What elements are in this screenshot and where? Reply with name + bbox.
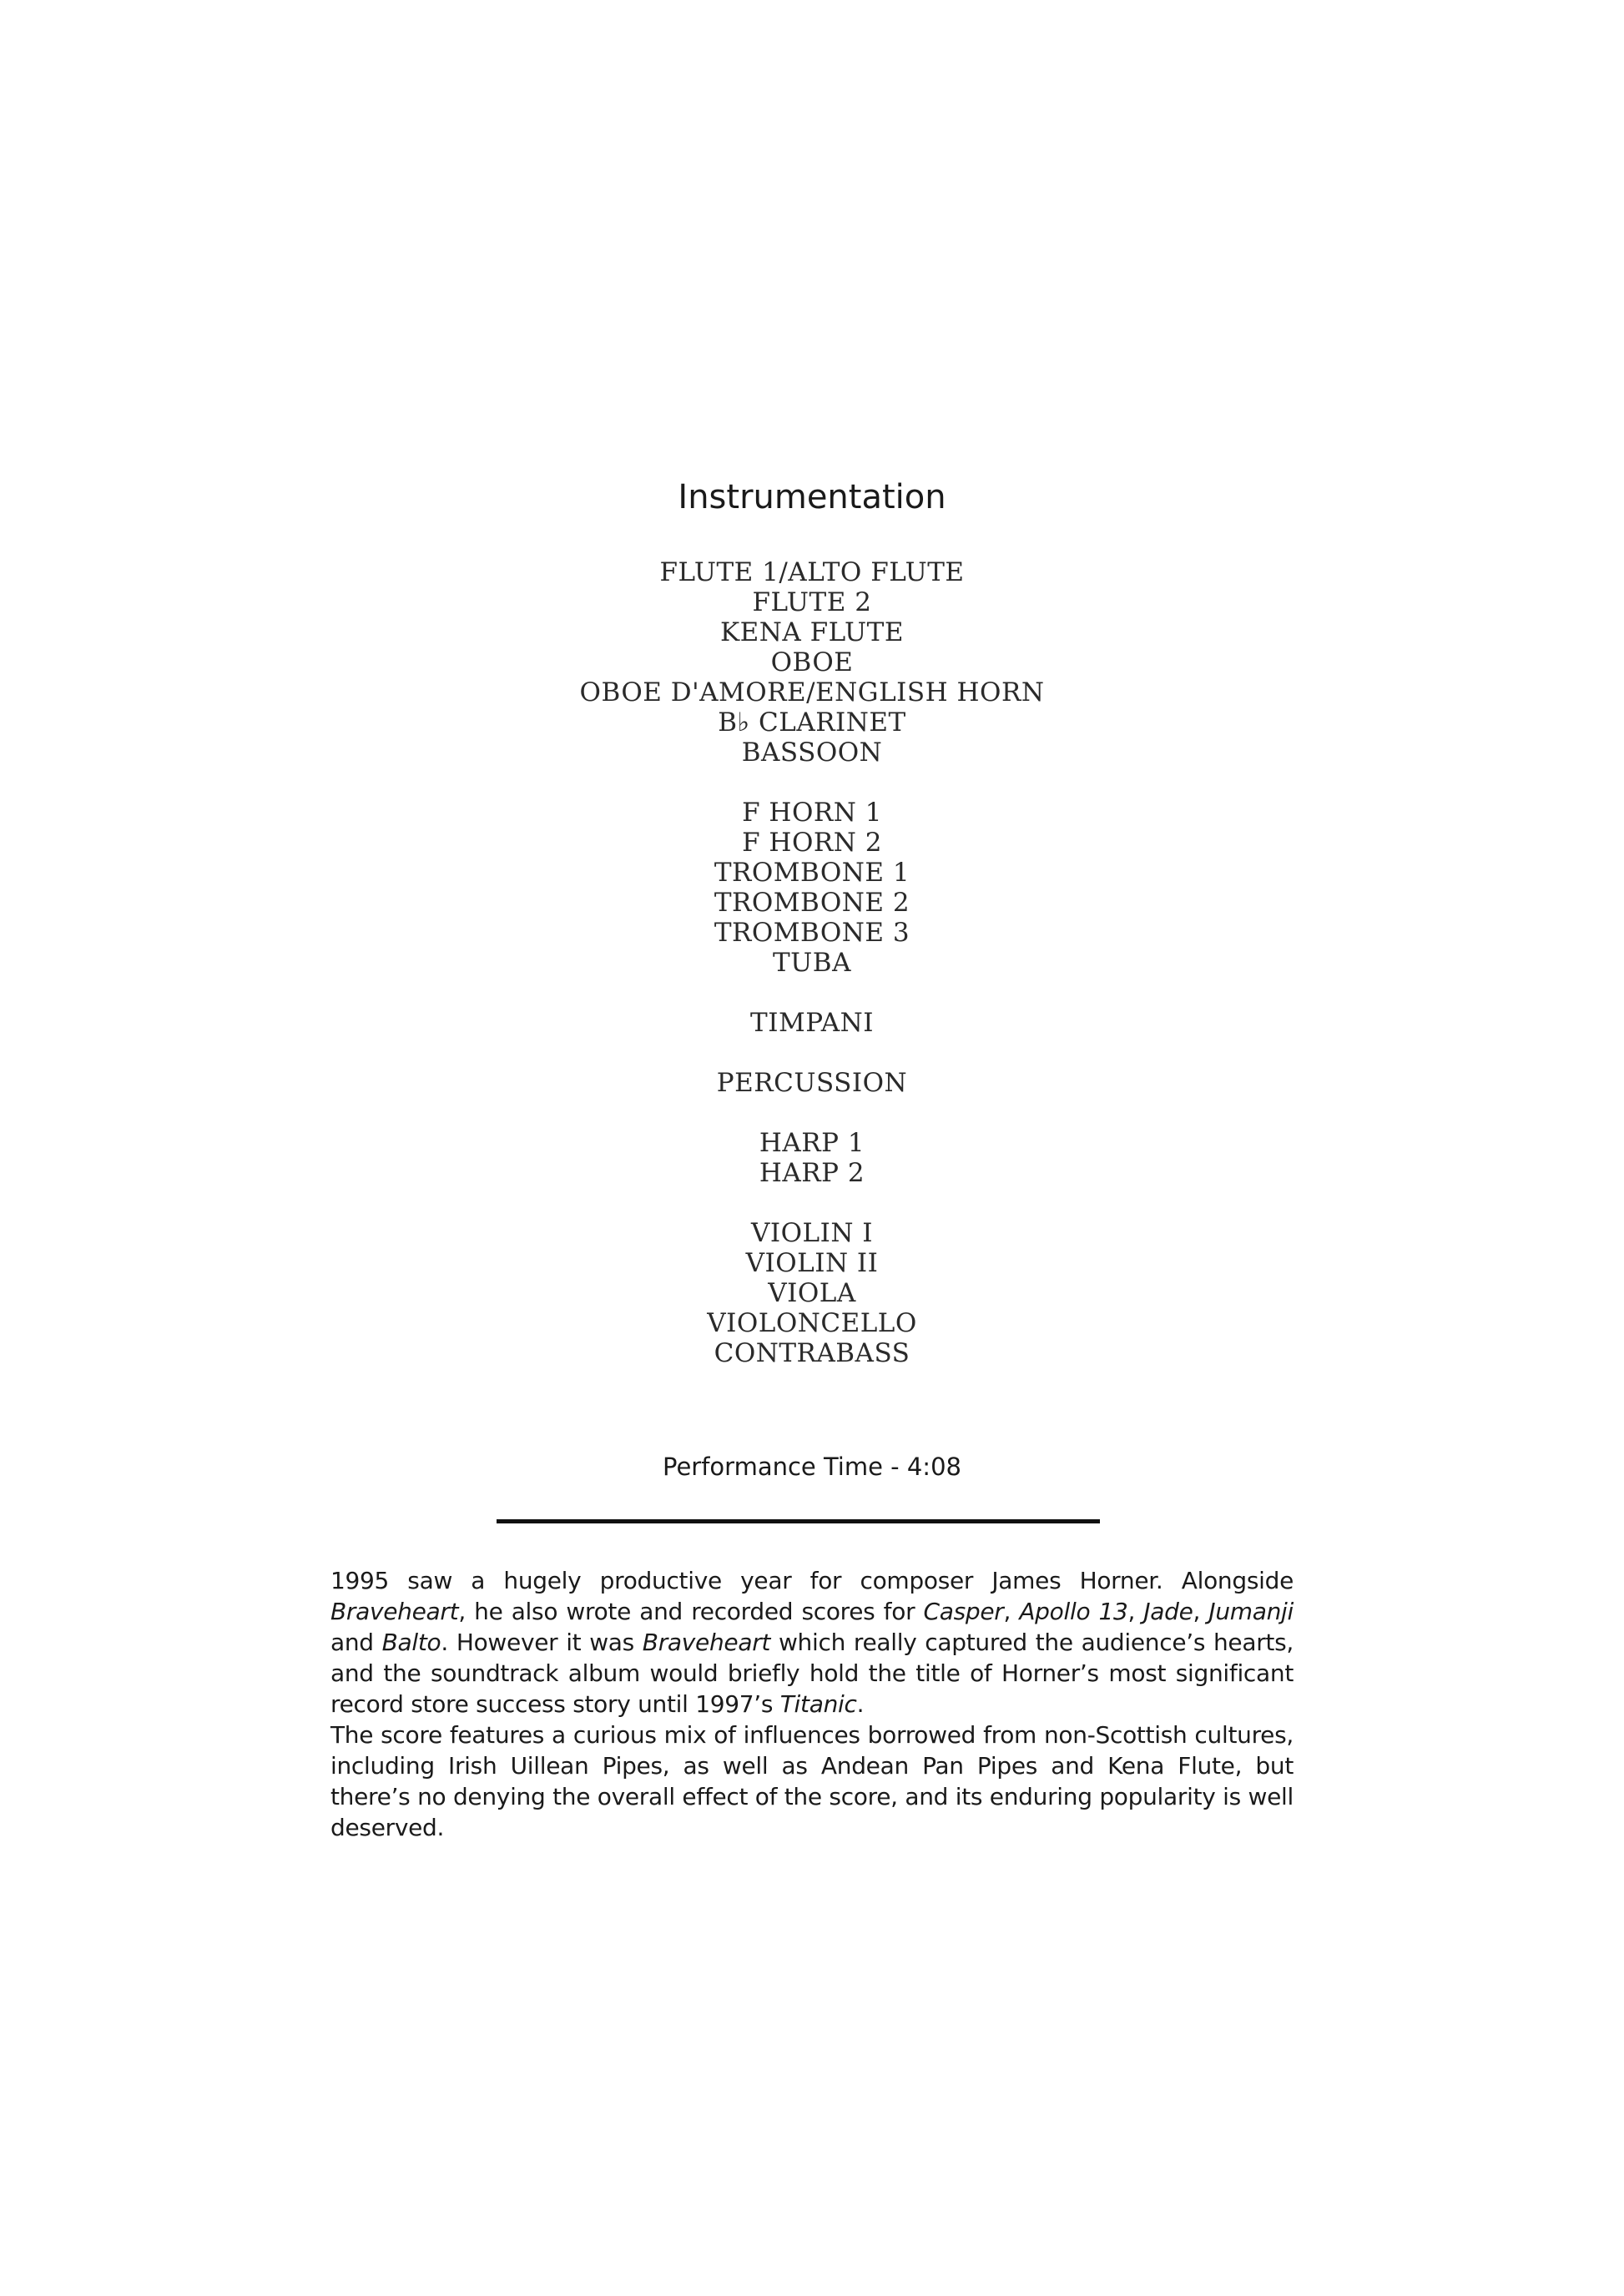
program-notes bbox=[330, 1565, 1294, 1843]
notes-title-italic: Titanic bbox=[779, 1690, 857, 1718]
notes-title-italic: Braveheart bbox=[330, 1598, 459, 1625]
instrument-item: VIOLONCELLO bbox=[707, 1308, 917, 1338]
instrument-item: TROMBONE 3 bbox=[714, 918, 910, 948]
instrument-item: BASSOON bbox=[741, 738, 883, 768]
instrument-item: F HORN 1 bbox=[742, 798, 882, 828]
instrument-item: VIOLA bbox=[768, 1278, 856, 1308]
instrument-item: TIMPANI bbox=[750, 1008, 874, 1038]
notes-title-italic: Casper bbox=[923, 1598, 1004, 1625]
notes-text: , bbox=[1193, 1598, 1209, 1625]
percussion-group bbox=[0, 1068, 1624, 1098]
instrument-item: HARP 2 bbox=[759, 1158, 865, 1188]
notes-title-italic: Braveheart bbox=[642, 1629, 771, 1656]
instrument-item: F HORN 2 bbox=[742, 828, 882, 858]
instrument-item: TROMBONE 1 bbox=[714, 858, 910, 888]
notes-text: and bbox=[330, 1629, 382, 1656]
harp-group bbox=[0, 1128, 1624, 1188]
performance-time: Performance Time - 4:08 bbox=[663, 1453, 961, 1481]
brass-group bbox=[0, 798, 1624, 978]
instrument-item: FLUTE 2 bbox=[752, 587, 872, 617]
page-title: Instrumentation bbox=[678, 478, 946, 516]
instrument-item: HARP 1 bbox=[759, 1128, 865, 1158]
instrument-item: PERCUSSION bbox=[716, 1068, 908, 1098]
strings-group bbox=[0, 1218, 1624, 1368]
instrument-item: CONTRABASS bbox=[714, 1338, 910, 1368]
notes-text: , bbox=[1003, 1598, 1020, 1625]
timpani-group bbox=[0, 1008, 1624, 1038]
instrument-item: TROMBONE 2 bbox=[714, 888, 910, 918]
instrument-item: OBOE bbox=[770, 647, 854, 677]
notes-title-italic: Balto bbox=[381, 1629, 441, 1656]
notes-title-italic: Jumanji bbox=[1208, 1598, 1294, 1625]
instrument-item: B♭ CLARINET bbox=[718, 707, 906, 738]
instrument-item: TUBA bbox=[773, 948, 851, 978]
instrument-list bbox=[0, 557, 1624, 1398]
instrument-item: KENA FLUTE bbox=[720, 617, 904, 647]
notes-text: , bbox=[1127, 1598, 1144, 1625]
notes-text: . bbox=[856, 1690, 865, 1718]
instrument-item: VIOLIN II bbox=[745, 1248, 879, 1278]
notes-paragraph-2: The score features a curious mix of influences borrowed from non-Scottish cultures, including Irish Uillean Pipes, as well as Andean Pan Pipes and Kena Flute, but there’s no denying the overall effect of the score, and its enduring popularity is well deserved. bbox=[330, 1721, 1294, 1841]
notes-text: 1995 saw a hugely productive year for composer James Horner. Alongside bbox=[330, 1567, 1294, 1594]
instrument-item: OBOE D'AMORE/ENGLISH HORN bbox=[579, 677, 1045, 707]
notes-title-italic: Apollo 13 bbox=[1019, 1598, 1128, 1625]
divider-rule bbox=[497, 1519, 1100, 1523]
instrument-item: FLUTE 1/ALTO FLUTE bbox=[659, 557, 965, 587]
notes-text: , he also wrote and recorded scores for bbox=[458, 1598, 924, 1625]
woodwinds-group bbox=[0, 557, 1624, 768]
notes-title-italic: Jade bbox=[1143, 1598, 1193, 1625]
notes-paragraph-1 bbox=[330, 1565, 1294, 1719]
instrument-item: VIOLIN I bbox=[750, 1218, 874, 1248]
notes-text: . However it was bbox=[441, 1629, 643, 1656]
notes-text: which really captured the audience’s hearts, and the soundtrack album would briefly hold the title of Horner’s most significant record store success story until 1997’s bbox=[330, 1629, 1294, 1718]
